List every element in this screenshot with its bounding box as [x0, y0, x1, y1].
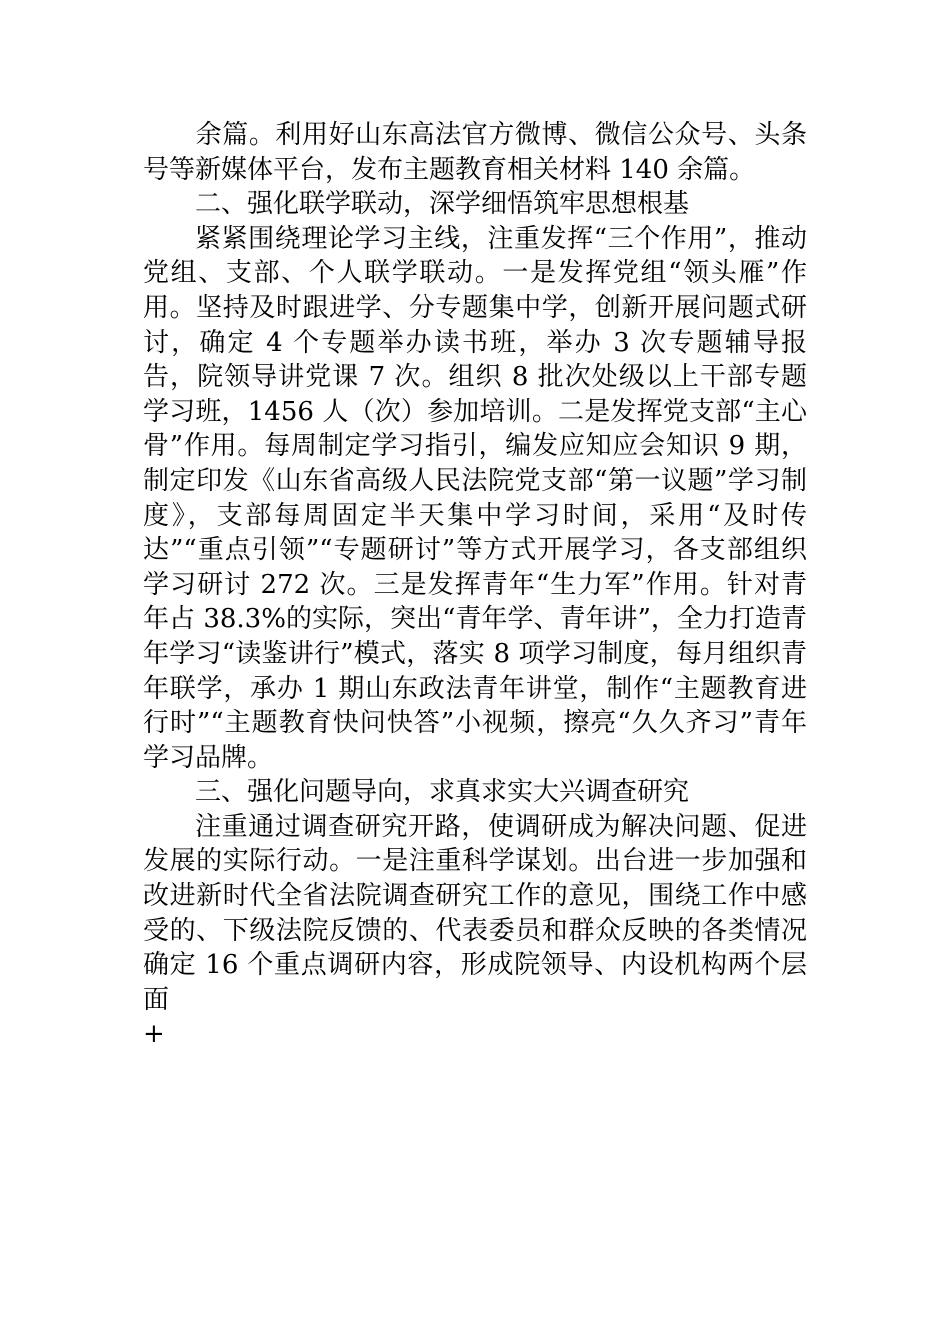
section-heading-2: 二、强化联学联动，深学细悟筑牢思想根基 [195, 189, 690, 220]
section-2-body-paragraph: 紧紧围绕理论学习主线，注重发挥“三个作用”，推动党组、支部、个人联学联动。一是发挥党组“领头雁”作用。坚持及时跟进学、分专题集中学，创新开展问题式研讨，确定 4 个专题举办读书班，举办 3 次专题辅导报告，院领导讲党课 7 次。组织 8 批次处级以上干部专题学习班，1456 人（次）参加培训。二是发挥党支部“主心骨”作用。每周制定学习指引，编发应知应会知识 9 期，制定印发《山东省高级人民法院党支部“第一议题”学习制度》，支部每周固定半天集中学习时间，采用“及时传达”“重点引领”“专题研讨”等方式开展学习，各支部组织学习研讨 272 次。三是发挥青年“生力军”作用。针对青年占 38.3%的实际，突出“青年学、青年讲”，全力打造青年学习“读鉴讲行”模式，落实 8 项学习制度，每月组织青年联学，承办 1 期山东政法青年讲堂，制作“主题教育进行时”“主题教育快问快答”小视频，擦亮“久久齐习”青年学习品牌。 [143, 223, 807, 773]
continuation-paragraph [143, 118, 807, 187]
trailing-plus-mark: + [143, 1019, 165, 1050]
document-body [143, 118, 807, 1052]
continuation-paragraph-text: 余篇。利用好山东高法官方微博、微信公众号、头条号等新媒体平台，发布主题教育相关材料 140 余篇。 [143, 120, 807, 185]
section-3-body-paragraph: 注重通过调查研究开路，使调研成为解决问题、促进发展的实际行动。一是注重科学谋划。出台进一步加强和改进新时代全省法院调查研究工作的意见，围绕工作中感受的、下级法院反馈的、代表委员和群众反映的各类情况确定 16 个重点调研内容，形成院领导、内设机构两个层面 [143, 811, 807, 1015]
section-heading-3: 三、强化问题导向，求真求实大兴调查研究 [195, 777, 690, 808]
